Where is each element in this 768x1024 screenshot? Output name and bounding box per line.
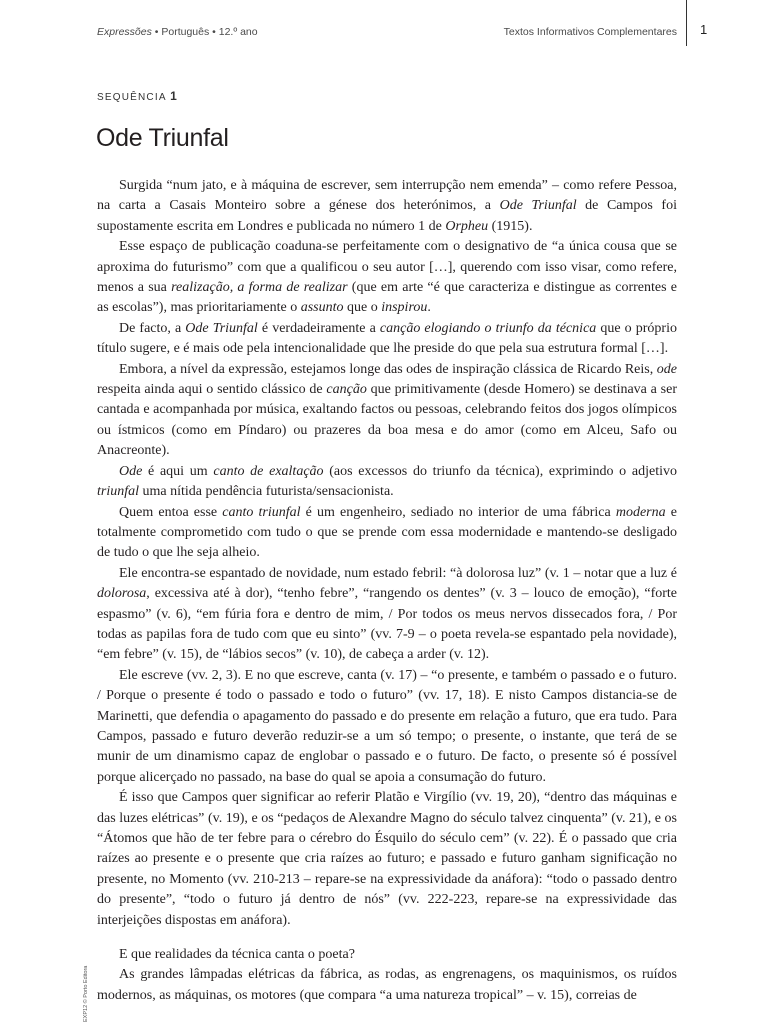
italic-run: assunto — [300, 300, 344, 316]
text-run: (1915). — [488, 218, 533, 234]
text-run: e totalmente comprometido com tudo o que se prende com essa modernidade e mantendo-se desligado de tudo o que lhe seja alheio. — [97, 504, 677, 561]
italic-run: ode — [656, 361, 677, 377]
text-run: Ele escreve (vv. 2, 3). E no que escreve, canta (v. 17) – “o presente, e também o passado e o futuro. / Porque o presente é todo o passado e todo o futuro” (vv. 17, 18). E nisto Campos distancia-se de Marinetti, que defendia o apagamento do passado e do presente em relação a futuro, que era tudo. Para Campos, passado e futuro deverão reduzir-se a um só tempo; o presente, o instante, que terá de se munir de um dinamismo capaz de englobar o passado e o futuro. De facto, o presente só é possível porque alicerçado no passado, na base do qual se apoia a consumação do futuro. — [97, 667, 677, 785]
text-run: que o — [343, 300, 382, 316]
paragraph — [97, 965, 677, 1006]
italic-run: canção — [326, 382, 367, 398]
italic-run: Ode — [119, 463, 143, 479]
sequence-word: SEQUÊNCIA — [97, 92, 171, 103]
text-run: é verdadeiramente a — [257, 320, 380, 336]
italic-run: realização, a forma de realizar — [171, 280, 348, 296]
copyright-note: EXP12 © Porto Editora — [83, 965, 89, 1022]
paragraph — [97, 788, 677, 931]
text-run: de Campos foi supostamente escrita em Londres e publicada no número 1 de — [97, 198, 677, 234]
text-run: (que em arte “é que caracteriza e distingue as correntes e as escolas”), mas prioritariamente o — [97, 280, 677, 316]
paragraph — [97, 237, 677, 319]
italic-run: canção elogiando o triunfo da técnica — [379, 320, 597, 336]
text-run: , excessiva até à dor), “tenho febre”, “rangendo os dentes” (v. 3 – louco de emoção), “forte espasmo” (v. 6), “em fúria fora e dentro de mim, / Por todos os meus nervos dissecados fora, / Por todas as papilas fora de tudo com que eu sinto” (vv. 7-9 – o poeta revela-se espantado pela novidade), “em febre” (v. 15), de “lábios secos” (v. 10), de cabeça a arder (v. 12). — [97, 586, 677, 663]
sequence-label — [97, 89, 177, 103]
running-header — [97, 24, 677, 42]
paragraph — [97, 945, 677, 965]
text-run: que o próprio título sugere, e é mais ode pela intencionalidade que lhe preside do que pela sua estrutura formal […]. — [97, 320, 677, 357]
text-run: (aos excessos do triunfo da técnica), exprimindo o adjetivo — [323, 463, 677, 479]
page-title: Ode Triunfal — [96, 124, 229, 152]
text-run: Surgida “num jato, e à máquina de escrever, sem interrupção nem emenda” – como refere Pessoa, na carta a Casais Monteiro sobre a génese dos heterónimos, a — [97, 178, 677, 214]
text-run: Ele encontra-se espantado de novidade, num estado febril: “à dolorosa luz” (v. 1 – notar que a luz é — [119, 565, 677, 581]
page-number: 1 — [700, 22, 708, 37]
text-run: Esse espaço de publicação coaduna-se perfeitamente com o designativo de “a única cousa que se aproxima do futurismo” com que a qualificou o seu autor […], querendo com isso visar, como refere, menos a sua — [97, 239, 677, 296]
paragraph — [97, 319, 677, 360]
header-section: Textos Informativos Complementares — [503, 26, 677, 38]
text-run: que primitivamente (desde Homero) se destinava a ser cantada e acompanhada por música, exaltando factos ou pessoas, celebrando feitos dos jogos olímpicos ou ístmicos (como em Píndaro) ou prazeres da boa mesa e do amor (como em Alceu, Safo ou Anacreonte). — [97, 382, 677, 459]
text-run: É isso que Campos quer significar ao referir Platão e Virgílio (vv. 19, 20), “dentro das máquinas e das luzes elétricas” (v. 19), e os “pedaços de Alexandre Magno do século talvez cinquenta” (v. 21), e os “Átomos que hão de ter febre para o cérebro do Ésquilo do século cem” (v. 22). É o passado que cria raízes ao presente e o presente que cria raízes ao futuro; e passado e futuro ganham significação no presente, no Momento (vv. 210-213 – repare-se na expressividade da anáfora): “todo o passado dentro do presente”, “todo o futuro já dentro de nós” (vv. 222-223, repare-se na expressividade das interjeições dispostas em anáfora). — [97, 790, 677, 928]
text-run: As grandes lâmpadas elétricas da fábrica, as rodas, as engrenagens, os maquinismos, os ruídos modernos, as máquinas, os motores (que compara “a uma natureza tropical” – v. 15), correias de — [97, 967, 677, 1003]
text-run: Embora, a nível da expressão, estejamos longe das odes de inspiração clássica de Ricardo Reis, — [119, 361, 657, 377]
italic-run: Ode Triunfal — [499, 198, 577, 214]
sequence-number: 1 — [170, 89, 177, 103]
header-left — [97, 26, 258, 38]
paragraph — [97, 666, 677, 788]
book-subtitle: • Português • 12.º ano — [151, 26, 258, 38]
paragraph — [97, 462, 677, 503]
text-run: De facto, a — [119, 320, 186, 336]
paragraph — [97, 176, 677, 237]
paragraph — [97, 564, 677, 666]
text-run: uma nítida pendência futurista/sensacionista. — [139, 484, 394, 500]
italic-run: triunfal — [97, 484, 140, 500]
text-run: é um engenheiro, sediado no interior de uma fábrica — [300, 504, 616, 520]
paragraph — [97, 360, 677, 462]
text-run: . — [427, 300, 431, 316]
header-divider — [686, 0, 687, 46]
text-run: E que realidades da técnica canta o poeta? — [119, 947, 355, 963]
italic-run: canto triunfal — [222, 504, 301, 520]
text-run: respeita ainda aqui o sentido clássico de — [97, 382, 327, 398]
italic-run: inspirou — [381, 300, 428, 316]
italic-run: Ode Triunfal — [185, 320, 258, 336]
text-run: Quem entoa esse — [119, 504, 223, 520]
italic-run: canto de exaltação — [213, 463, 324, 479]
book-title: Expressões — [97, 26, 152, 38]
paragraph — [97, 503, 677, 564]
italic-run: Orpheu — [445, 218, 489, 234]
italic-run: dolorosa — [97, 586, 147, 602]
italic-run: moderna — [615, 504, 666, 520]
body-text — [97, 176, 677, 1006]
text-run: é aqui um — [142, 463, 214, 479]
